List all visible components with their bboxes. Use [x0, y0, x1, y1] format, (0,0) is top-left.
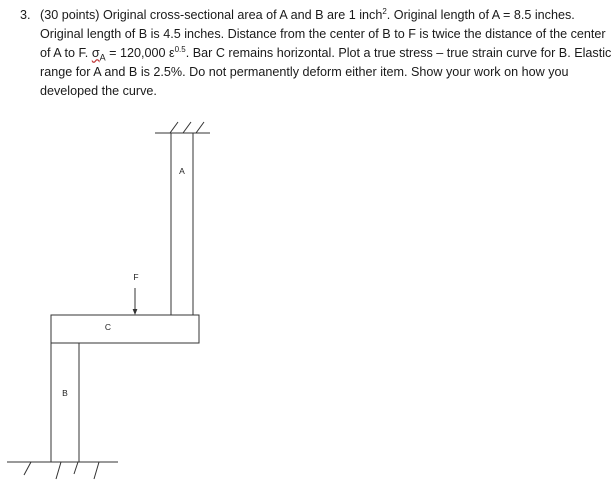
stress-equation: = 120,000 ε: [105, 46, 175, 60]
bottom-support: [7, 462, 118, 479]
sigma-char: σ: [91, 46, 100, 60]
bottom-hatch-2: [56, 462, 61, 479]
top-hatch-3: [196, 122, 204, 133]
top-hatch-1: [170, 122, 178, 133]
area-exponent: 2: [382, 6, 387, 16]
instructions-text: . Bar C remains horizontal. Plot a true stress – true strain curve for B. Elastic range for A and B is 2.5%. Do not permanently deform either item. Show your work on how you developed the curve.: [40, 46, 612, 98]
bottom-hatch-4: [94, 462, 99, 479]
label-a: A: [179, 166, 185, 176]
length-a-sentence: . Original length of A = 8.5 inches.: [386, 8, 575, 22]
problem-points: (30 points): [40, 8, 100, 22]
bar-c: [51, 315, 199, 343]
label-f: F: [133, 272, 139, 282]
bar-b: [51, 343, 79, 462]
strain-exponent: 0.5: [174, 44, 186, 54]
force-arrow-head: [133, 309, 138, 315]
problem-number: 3.: [20, 8, 31, 22]
sigma-subscript: A: [99, 52, 106, 63]
top-hatch-2: [183, 122, 191, 133]
bottom-hatch-3: [74, 462, 78, 474]
bar-a: [171, 133, 193, 315]
force-arrow: [133, 288, 138, 315]
label-c: C: [104, 322, 112, 332]
top-support: [155, 122, 210, 133]
label-b: B: [62, 388, 68, 398]
bottom-hatch-1: [24, 462, 31, 475]
area-sentence: Original cross-sectional area of A and B are 1 inch: [103, 8, 383, 22]
length-b-sentence: Original length of B is 4.5 inches. Distance from the center of B to F is twice the distance of the center of A to F.: [40, 27, 606, 60]
